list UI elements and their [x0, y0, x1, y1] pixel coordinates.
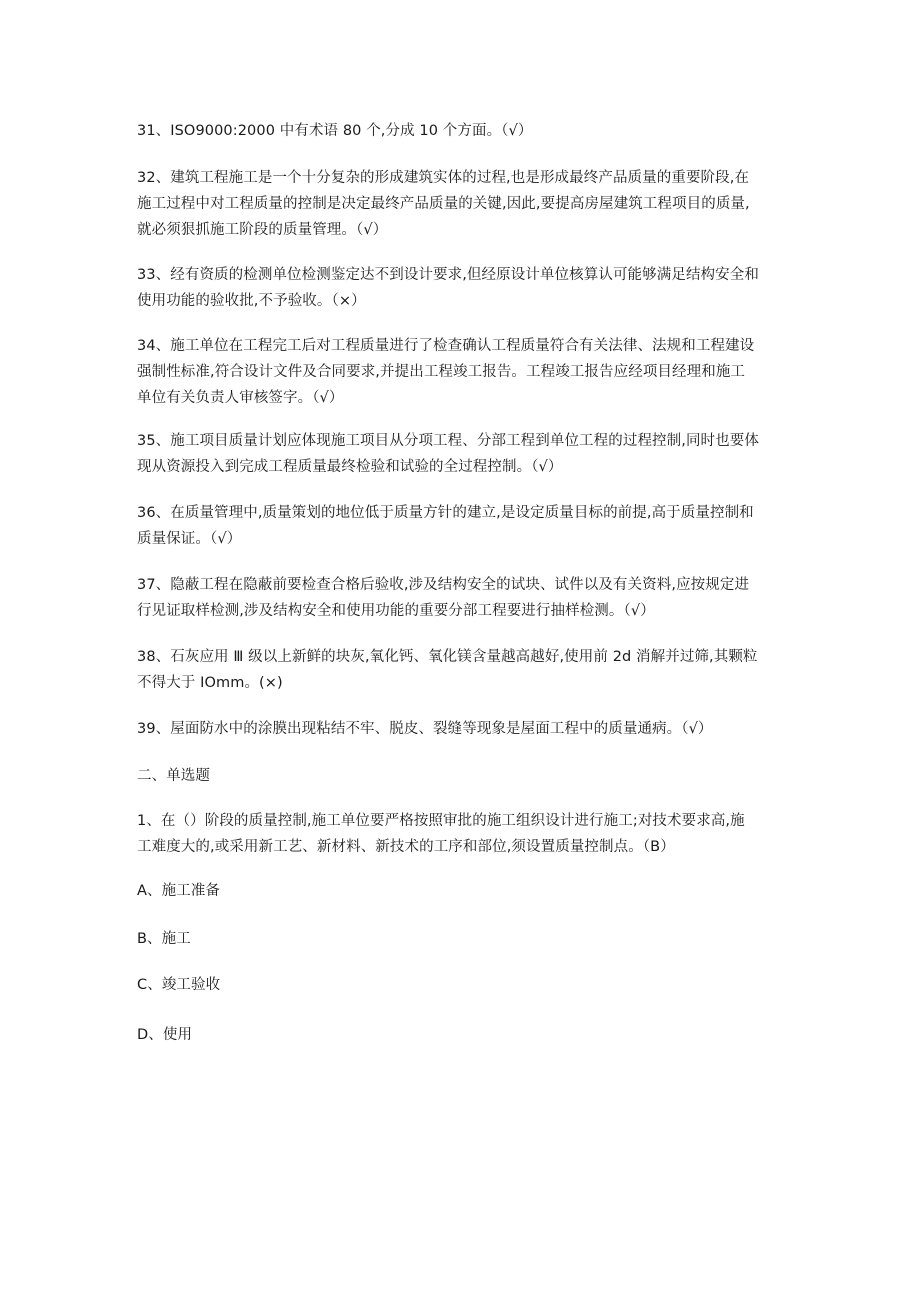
judgement-question-33 — [137, 262, 787, 314]
question-text-line: 34、施工单位在工程完工后对工程质量进行了检查确认工程质量符合有关法律、法规和工程建设 — [137, 338, 755, 354]
section-heading-text: 二、单选题 — [137, 768, 210, 784]
question-text-line: 39、屋面防水中的涂膜出现粘结不牢、脱皮、裂缝等现象是屋面工程中的质量通病。（√） — [137, 721, 713, 737]
question-text-line: 单位有关负责人审核签字。（√） — [137, 390, 344, 406]
question-text-line: 工难度大的,或采用新工艺、新材料、新技术的工序和部位,须设置质量控制点。（B） — [137, 839, 675, 855]
question-text-line: 现从资源投入到完成工程质量最终检验和试验的全过程控制。（√） — [137, 459, 563, 475]
judgement-question-34 — [137, 333, 787, 411]
question-text-line: 38、石灰应用 Ⅲ 级以上新鲜的块灰,氧化钙、氧化镁含量越高越好,使用前 2d 消解并过筛,其颗粒 — [137, 649, 758, 665]
judgement-question-36 — [137, 500, 787, 552]
single-choice-question-1 — [137, 808, 787, 860]
question-text-line: 35、施工项目质量计划应体现施工项目从分项工程、分部工程到单位工程的过程控制,同时也要体 — [137, 433, 759, 449]
option-text: A、施工准备 — [137, 883, 221, 899]
option-text: B、施工 — [137, 931, 191, 947]
question-text-line: 强制性标准,符合设计文件及合同要求,并提出工程竣工报告。工程竣工报告应经项目经理和施工 — [137, 364, 746, 380]
question-text-line: 行见证取样检测,涉及结构安全和使用功能的重要分部工程要进行抽样检测。（√） — [137, 603, 655, 619]
judgement-question-31 — [137, 118, 787, 144]
question-text-line: 31、ISO9000:2000 中有术语 80 个,分成 10 个方面。（√） — [137, 123, 533, 139]
question-text-line: 质量保证。（√） — [137, 531, 242, 547]
question-text-line: 施工过程中对工程质量的控制是决定最终产品质量的关键,因此,要提高房屋建筑工程项目的质量, — [137, 196, 750, 212]
option-d — [137, 1022, 787, 1048]
option-b — [137, 926, 787, 952]
option-c — [137, 972, 787, 998]
judgement-question-37 — [137, 572, 787, 624]
question-text-line: 32、建筑工程施工是一个十分复杂的形成建筑实体的过程,也是形成最终产品质量的重要阶段,在 — [137, 170, 750, 186]
judgement-question-32 — [137, 165, 787, 243]
option-a — [137, 878, 787, 904]
judgement-question-38 — [137, 644, 787, 696]
question-text-line: 就必须狠抓施工阶段的质量管理。（√） — [137, 222, 388, 238]
question-text-line: 36、在质量管理中,质量策划的地位低于质量方针的建立,是设定质量目标的前提,高于质量控制和 — [137, 505, 754, 521]
question-text-line: 使用功能的验收批,不予验收。（×） — [137, 293, 366, 309]
question-text-line: 1、在（）阶段的质量控制,施工单位要严格按照审批的施工组织设计进行施工;对技术要求高,施 — [137, 813, 745, 829]
option-text: C、竣工验收 — [137, 977, 221, 993]
option-text: D、使用 — [137, 1027, 193, 1043]
judgement-question-35 — [137, 428, 787, 480]
question-text-line: 37、隐蔽工程在隐蔽前要检查合格后验收,涉及结构安全的试块、试件以及有关资料,应按规定进 — [137, 577, 750, 593]
question-text-line: 33、经有资质的检测单位检测鉴定达不到设计要求,但经原设计单位核算认可能够满足结构安全和 — [137, 267, 759, 283]
judgement-question-39 — [137, 716, 787, 742]
section-heading — [137, 763, 787, 789]
question-text-line: 不得大于 IOmm。(×) — [137, 675, 283, 691]
